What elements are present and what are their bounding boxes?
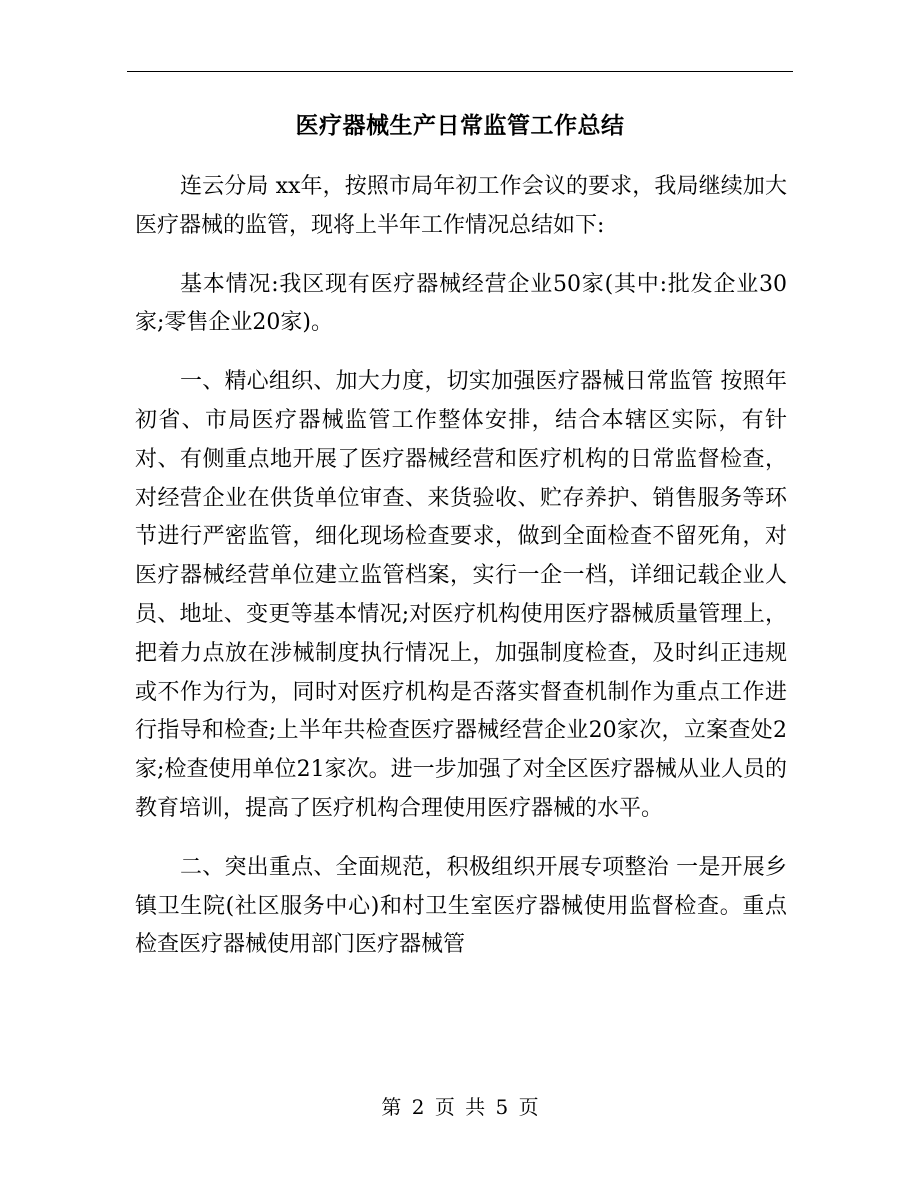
page-number-footer: 第 2 页 共 5 页 <box>381 1095 539 1119</box>
paragraph-basic-situation: 基本情况:我区现有医疗器械经营企业50家(其中:批发企业30家;零售企业20家)。 <box>135 271 787 336</box>
document-title: 医疗器械生产日常监管工作总结 <box>295 112 625 139</box>
paragraph-intro: 连云分局 xx年，按照市局年初工作会议的要求，我局继续加大医疗器械的监管，现将上半年工作情况总结如下: <box>135 174 787 238</box>
document-body <box>135 168 787 985</box>
paragraph-section-one: 一、精心组织、加大力度，切实加强医疗器械日常监管 按照年初省、市局医疗器械监管工作整体安排，结合本辖区实际，有针对、有侧重点地开展了医疗器械经营和医疗机构的日常监督检查，对经营企业在供货单位审查、来货验收、贮存养护、销售服务等环节进行严密监管，细化现场检查要求，做到全面检查不留死角，对医疗器械经营单位建立监管档案，实行一企一档，详细记载企业人员、地址、变更等基本情况;对医疗机构使用医疗器械质量管理上，把着力点放在涉械制度执行情况上，加强制度检查，及时纠正违规或不作为行为，同时对医疗机构是否落实督查机制作为重点工作进行指导和检查;上半年共检查医疗器械经营企业20家次，立案查处2家;检查使用单位21家次。进一步加强了对全区医疗器械从业人员的教育培训，提高了医疗机构合理使用医疗器械的水平。 <box>135 369 787 821</box>
header-rule <box>127 71 793 72</box>
paragraph-section-two: 二、突出重点、全面规范，积极组织开展专项整治 一是开展乡镇卫生院(社区服务中心)和村卫生室医疗器械使用监督检查。重点检查医疗器械使用部门医疗器械管 <box>135 854 787 958</box>
